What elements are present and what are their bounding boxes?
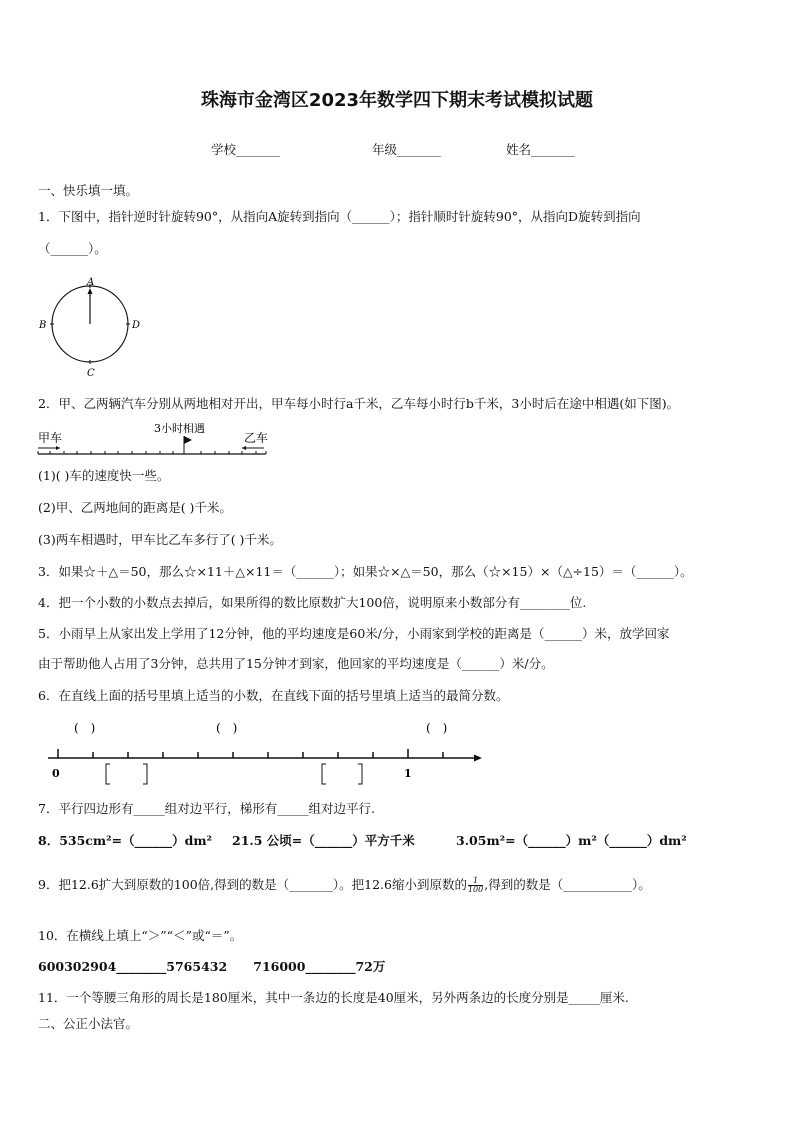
question-6-stem: 6．在直线上面的括号里填上适当的小数，在直线下面的括号里填上适当的最简分数。: [38, 688, 509, 703]
question-9: [38, 877, 651, 894]
meet-label: 3小时相遇: [154, 422, 205, 435]
section-2-heading: 二、公正小法官。: [38, 1016, 139, 1031]
label-a: A: [87, 277, 95, 288]
question-2-part2: (2)甲、乙两地间的距离是( )千米。: [38, 500, 232, 515]
question-2-part3: (3)两车相遇时，甲车比乙车多行了( )千米。: [38, 532, 282, 547]
school-field: 学校_______: [211, 142, 280, 157]
question-4: 4．把一个小数的小数点去掉后，如果所得的数比原数扩大100倍，说明原来小数部分有________位.: [38, 595, 587, 610]
page-title: 珠海市金湾区2023年数学四下期末考试模拟试题: [200, 90, 594, 111]
tick-label-1: 1: [404, 767, 412, 780]
clock-figure: [36, 276, 146, 380]
question-2-part1: (1)( )车的速度快一些。: [38, 468, 170, 483]
question-9-pre: 9．把12.6扩大到原数的100倍,得到的数是（_______）。把12.6缩小到原数的: [38, 877, 467, 892]
paren-top-3: ( ): [426, 721, 448, 735]
pointer-arrow-icon: [88, 288, 93, 294]
paren-top-1: ( ): [74, 721, 96, 735]
question-5-line1: 5．小雨早上从家出发上学用了12分钟，他的平均速度是60米/分，小雨家到学校的距离是（______）米，放学回家: [38, 626, 670, 641]
name-field: 姓名_______: [506, 142, 575, 157]
tick-label-0: 0: [52, 767, 60, 780]
question-10-items: 600302904________5765432 716000________72万: [38, 959, 386, 974]
car-jia-label: 甲车: [38, 431, 63, 445]
question-1-line2: （______）。: [38, 241, 107, 256]
question-8-a: 8．535cm²=（______）dm²: [38, 833, 213, 848]
question-5-line2: 由于帮助他人占用了3分钟，总共用了15分钟才到家，他回家的平均速度是（______）米/分。: [38, 656, 554, 671]
bracket-bottom-2-left: [322, 764, 326, 784]
label-b: B: [39, 320, 47, 331]
number-line-figure: [40, 714, 490, 790]
axis-arrow-icon: [474, 755, 482, 762]
question-11: 11．一个等腰三角形的周长是180厘米，其中一条边的长度是40厘米，另外两条边的长度分别是_____厘米.: [38, 990, 629, 1005]
label-d: D: [132, 320, 141, 331]
question-7: 7．平行四边形有_____组对边平行，梯形有_____组对边平行.: [38, 801, 375, 816]
grade-field: 年级_______: [372, 142, 441, 157]
label-c: C: [87, 368, 95, 379]
question-1-line1: 1．下图中，指针逆时针旋转90°，从指向A旋转到指向（______）；指针顺时针旋转90°，从指向D旋转到指向: [38, 209, 641, 224]
fraction-one-hundredth: $\frac{1}{100}$: [467, 876, 484, 894]
question-8-b: 21.5 公顷=（______）平方千米: [232, 833, 415, 848]
bracket-bottom-1-right: [143, 764, 147, 784]
bracket-bottom-1-left: [106, 764, 110, 784]
question-8-c: 3.05m²=（______）m²（______）dm²: [456, 833, 687, 848]
question-10-stem: 10．在横线上填上“＞”“＜”或“＝”。: [38, 928, 243, 943]
car-yi-label: 乙车: [244, 431, 269, 445]
question-3: 3．如果☆＋△＝50，那么☆×11＋△×11＝（______）；如果☆×△＝50，那么（☆×15）×（△÷15）＝（______）。: [38, 564, 693, 579]
paren-top-2: ( ): [216, 721, 238, 735]
bracket-bottom-2-right: [358, 764, 362, 784]
section-1-heading: 一、快乐填一填。: [38, 183, 139, 198]
meeting-figure: [34, 420, 274, 460]
question-2-stem: 2．甲、乙两辆汽车分别从两地相对开出，甲车每小时行a千米，乙车每小时行b千米，3小时后在途中相遇(如下图)。: [38, 396, 680, 411]
question-9-post: ,得到的数是（___________）。: [484, 877, 651, 892]
